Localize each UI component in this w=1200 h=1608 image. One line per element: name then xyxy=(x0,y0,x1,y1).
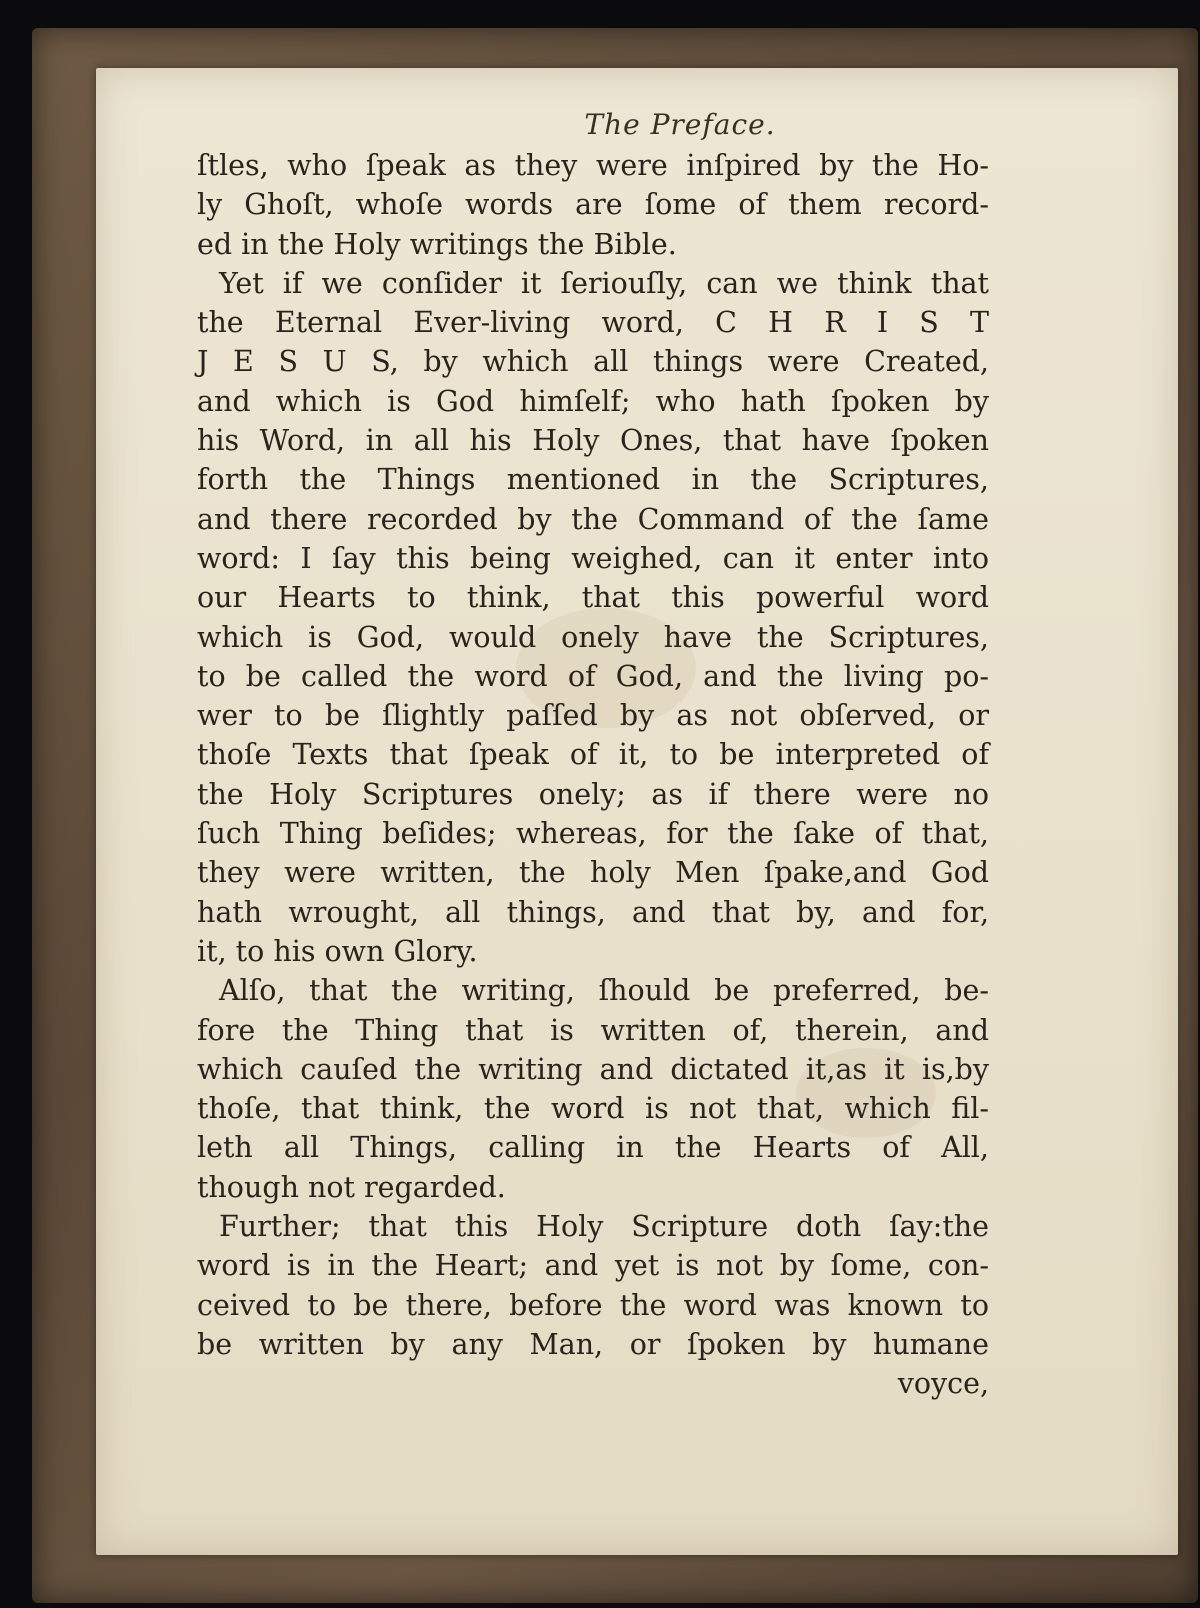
text-line: the Holy Scriptures onely; as if there were no xyxy=(197,777,989,811)
text-line: wer to be ſlightly paſſed by as not obſerved, or xyxy=(197,699,989,733)
text-line: ceived to be there, before the word was known to xyxy=(197,1288,989,1322)
text-line: the Eternal Ever-living word, C H R I S T xyxy=(197,306,989,340)
text-line: his Word, in all his Holy Ones, that have ſpoken xyxy=(197,424,989,458)
text-line: ly Ghoſt, whoſe words are ſome of them record- xyxy=(197,188,989,222)
text-line: word: I ſay this being weighed, can it enter into xyxy=(197,541,989,575)
text-line: which cauſed the writing and dictated it,as it is,by xyxy=(197,1052,989,1086)
text-line: leth all Things, calling in the Hearts of All, xyxy=(197,1131,989,1165)
text-line: to be called the word of God, and the living po- xyxy=(197,659,989,693)
text-line: they were written, the holy Men ſpake,and God xyxy=(197,856,989,890)
text-line: which is God, would onely have the Scriptures, xyxy=(197,620,989,654)
text-line: it, to his own Glory. xyxy=(197,934,478,968)
text-line: and there recorded by the Command of the ſame xyxy=(197,502,989,536)
text-line: though not regarded. xyxy=(197,1170,506,1204)
text-line: and which is God himſelf; who hath ſpoken by xyxy=(197,384,989,418)
text-line: word is in the Heart; and yet is not by ſome, con- xyxy=(197,1249,989,1283)
text-line: our Hearts to think, that this powerful word xyxy=(197,581,989,615)
body-text xyxy=(197,146,989,1404)
catchword: voyce, xyxy=(897,1367,989,1401)
text-line: J E S U S, by which all things were Created, xyxy=(197,345,989,379)
text-line: thoſe Texts that ſpeak of it, to be interpreted of xyxy=(197,738,989,772)
text-line: ed in the Holy writings the Bible. xyxy=(197,227,677,261)
text-line: ſtles, who ſpeak as they were inſpired by the Ho- xyxy=(197,149,989,182)
text-line: ſuch Thing beſides; whereas, for the ſake of that, xyxy=(197,817,989,851)
text-line: Alſo, that the writing, ſhould be preferred, be- xyxy=(219,974,989,1008)
text-line: hath wrought, all things, and that by, and for, xyxy=(197,895,989,929)
running-head: The Preface. xyxy=(584,108,776,141)
text-line: be written by any Man, or ſpoken by humane xyxy=(197,1327,989,1361)
text-line: Further; that this Holy Scripture doth ſay:the xyxy=(219,1210,989,1244)
text-line: Yet if we conſider it ſeriouſly, can we think that xyxy=(219,266,989,300)
text-line: fore the Thing that is written of, therein, and xyxy=(197,1013,989,1047)
text-line: thoſe, that think, the word is not that, which fil- xyxy=(197,1092,989,1126)
text-line: forth the Things mentioned in the Scriptures, xyxy=(197,463,989,497)
